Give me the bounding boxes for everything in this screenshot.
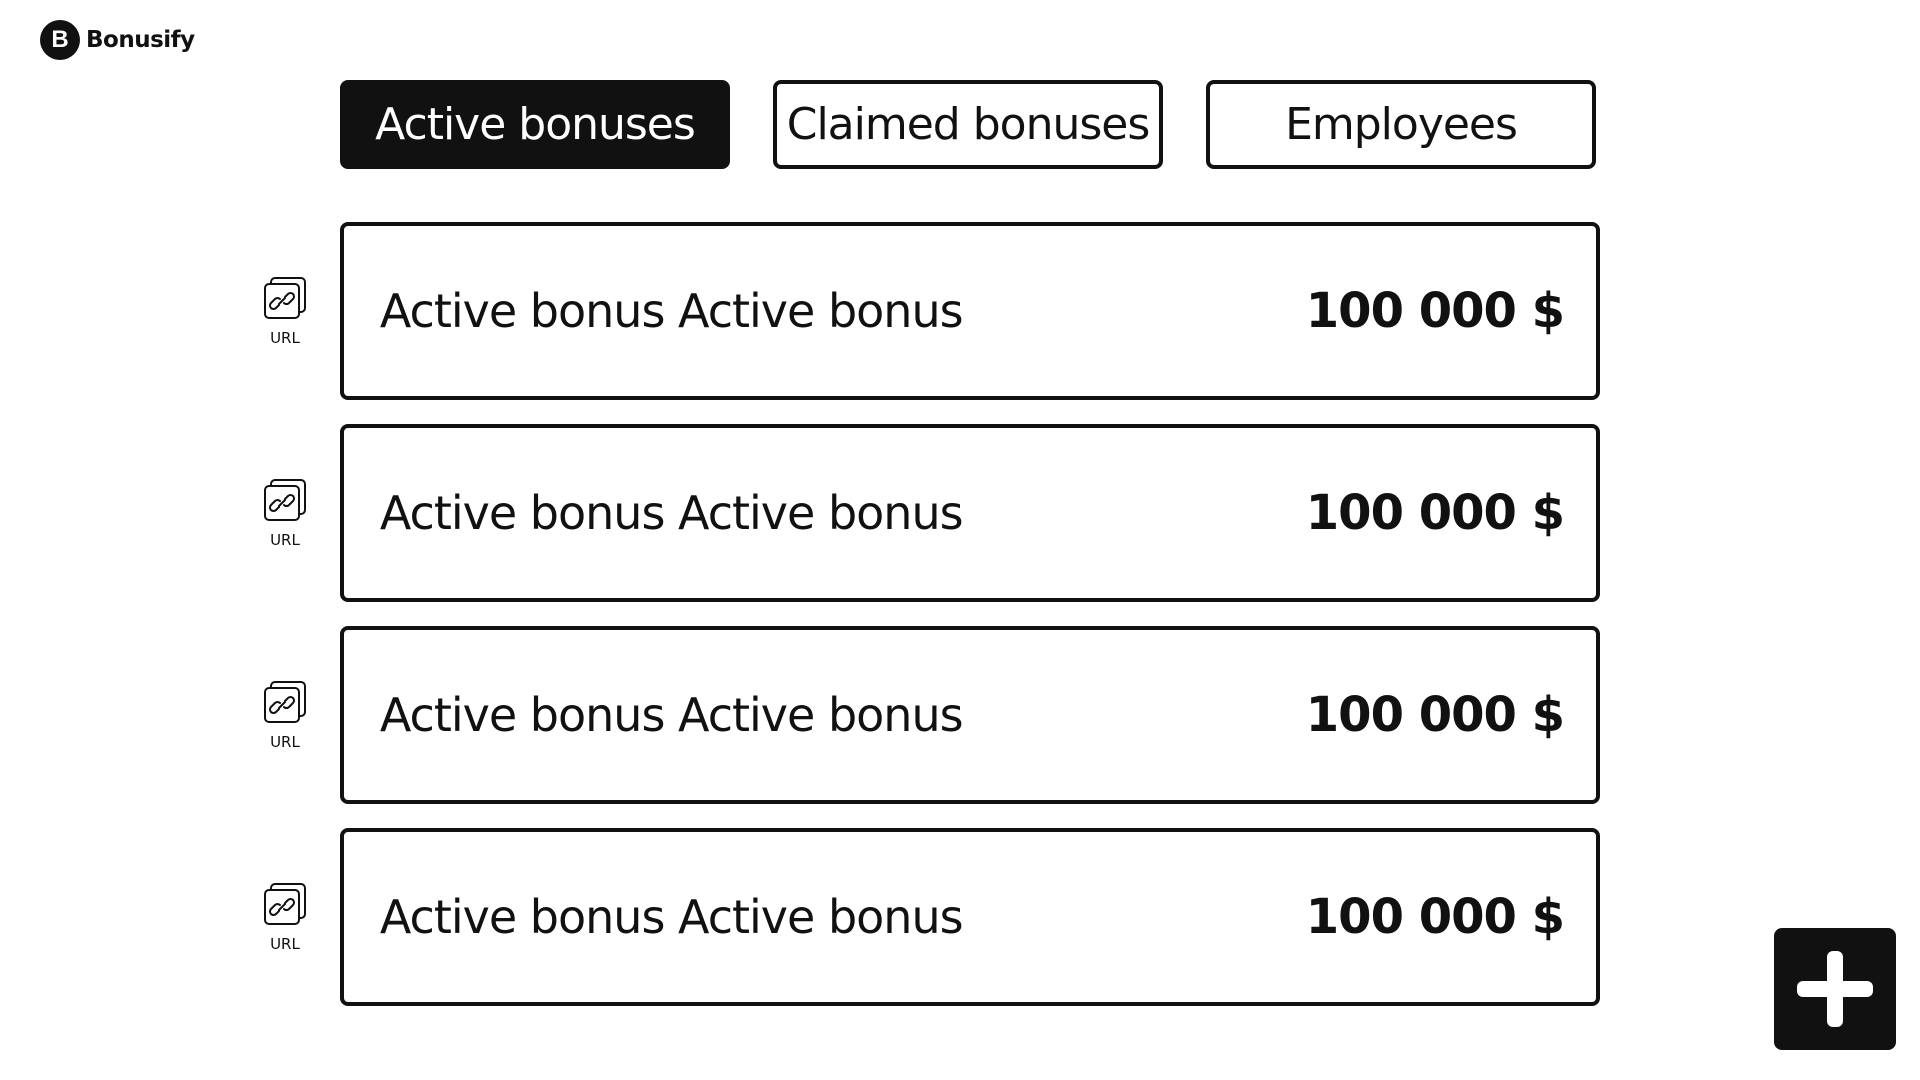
bonus-list <box>250 222 1600 1030</box>
tab-bar <box>340 80 1596 169</box>
bonus-row <box>250 424 1600 602</box>
bonus-card[interactable] <box>340 222 1600 400</box>
bonus-amount: 100 000 $ <box>1305 485 1564 541</box>
bonus-title: Active bonus Active bonus <box>379 486 963 540</box>
bonus-row <box>250 828 1600 1006</box>
app-name: Bonusify <box>86 27 195 53</box>
url-label: URL <box>270 329 300 347</box>
copy-url-button[interactable] <box>250 679 320 751</box>
bonus-title: Active bonus Active bonus <box>379 284 963 338</box>
copy-url-button[interactable] <box>250 881 320 953</box>
tab-claimed-bonuses[interactable]: Claimed bonuses <box>773 80 1163 169</box>
bonus-row <box>250 222 1600 400</box>
bonus-card[interactable] <box>340 626 1600 804</box>
copy-link-icon <box>261 275 309 323</box>
url-label: URL <box>270 531 300 549</box>
bonus-title: Active bonus Active bonus <box>379 688 963 742</box>
add-bonus-button[interactable] <box>1774 928 1896 1050</box>
logo-letter: B <box>51 26 69 53</box>
bonus-card[interactable] <box>340 828 1600 1006</box>
copy-link-icon <box>261 477 309 525</box>
logo-mark-icon <box>40 20 80 60</box>
plus-icon <box>1793 947 1877 1031</box>
tab-active-bonuses[interactable]: Active bonuses <box>340 80 730 169</box>
copy-link-icon <box>261 679 309 727</box>
bonus-title: Active bonus Active bonus <box>379 890 963 944</box>
bonus-card[interactable] <box>340 424 1600 602</box>
url-label: URL <box>270 733 300 751</box>
copy-link-icon <box>261 881 309 929</box>
url-label: URL <box>270 935 300 953</box>
brand-logo[interactable] <box>40 20 195 60</box>
copy-url-button[interactable] <box>250 275 320 347</box>
bonus-row <box>250 626 1600 804</box>
bonus-amount: 100 000 $ <box>1305 283 1564 339</box>
bonus-amount: 100 000 $ <box>1305 687 1564 743</box>
copy-url-button[interactable] <box>250 477 320 549</box>
tab-employees[interactable]: Employees <box>1206 80 1596 169</box>
bonus-amount: 100 000 $ <box>1305 889 1564 945</box>
